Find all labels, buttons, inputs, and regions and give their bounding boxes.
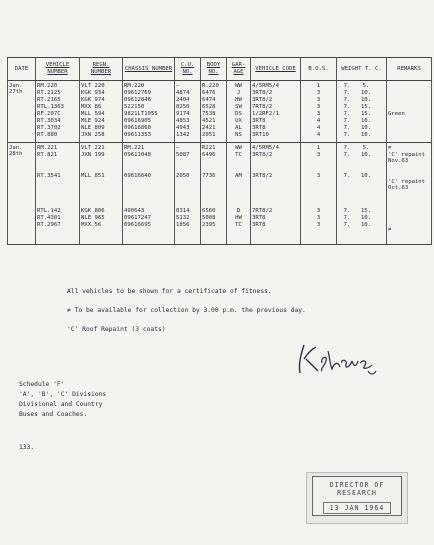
body-value: R.220 [202,83,219,89]
garage-value: AM [235,173,242,179]
weight-value [338,97,385,104]
weight-value [338,83,385,90]
weight-tons: 7. [343,208,351,214]
row-spacer [388,206,430,220]
regn-value: MLL 594 [81,111,105,117]
body-cell [201,81,227,143]
weight-cwt: 10. [360,97,372,103]
remarks-value [388,132,428,139]
bos-value: 3 [316,173,321,179]
chassis-value: 522150 [124,104,145,110]
regn-value: MXX 86 [81,104,102,110]
cu-value: 4853 [176,118,190,124]
chassis-cell [123,81,175,143]
weight-cell [337,143,387,245]
remarks-value: Green [388,111,405,117]
cu-value: 5132 [176,215,190,221]
col-header-remarks: REMARKS [387,58,432,81]
weight-tons: 7. [343,90,351,96]
row-spacer [338,159,385,173]
stamp-date: 13 JAN 1964 [323,502,392,514]
code-value: 3RT8/2 [252,97,273,103]
row-spacer [252,194,299,208]
table-header [8,58,432,81]
remarks-value: ≠ [388,145,392,151]
bos-value: 4 [316,118,321,124]
weight-tons: 7. [343,104,351,110]
cu-value: 4943 [176,125,190,131]
remarks-value [388,83,428,90]
weight-cwt: 10. [360,118,372,124]
chassis-value: 490643 [124,208,145,214]
row-spacer [124,180,173,194]
weight-value [338,173,385,180]
table-body [8,81,432,245]
garage-value: DS [235,111,242,117]
weight-cwt: 10. [360,173,372,179]
body-value: 2421 [202,125,216,131]
remarks-value: 'C' repaint Nov.63 [388,152,426,165]
row-spacer [81,194,121,208]
cu-value: 8314 [176,208,190,214]
regn-value: VLT 220 [81,83,105,89]
row-spacer [176,194,199,208]
vehicle-value: RT.3702 [37,125,61,131]
weight-cwt: 10. [360,215,372,221]
code-value: 3RT8 [252,222,266,228]
certificate-note: All vehicles to be shown for a certificate of fitness. [67,288,272,295]
chassis-value: 09616905 [124,118,151,124]
date-cell: Jan. 27th [8,81,36,143]
vehicle-value: RTL.1363 [37,104,64,110]
row-spacer [228,159,249,173]
chassis-cell [123,143,175,245]
garage-value: TC [235,222,242,228]
weight-value [338,152,385,159]
weight-tons: 7. [343,222,351,228]
stamp-line-1: DIRECTOR OF [329,481,385,489]
bos-value: 3 [316,97,321,103]
table-row [8,81,432,143]
bos-value: 1 [316,145,321,151]
weight-value [338,132,385,139]
body-value: 7538 [202,111,216,117]
garage-value: WW [235,83,242,89]
cu-value: 2404 [176,97,190,103]
vehicle-value: RM.221 [37,145,58,151]
remarks-value [388,125,428,132]
code-cell [251,143,301,245]
remarks-value [388,234,428,241]
code-value: 3RT10 [252,132,269,138]
row-spacer [37,159,78,173]
vehicle-value: RT.2125 [37,90,61,96]
bos-value: 3 [316,90,321,96]
row-spacer [202,159,225,173]
reference-number: 133. [19,444,35,451]
col-header-chassis: CHASSIS NUMBER [123,58,175,81]
row-spacer [202,180,225,194]
weight-value [338,90,385,97]
weight-cwt: 5. [362,83,370,89]
body-value: 6528 [202,104,216,110]
chassis-value: 09612846 [124,97,151,103]
weight-value [338,145,385,152]
weight-value [338,215,385,222]
regn-value: KGK 934 [81,90,105,96]
row-spacer [302,180,335,194]
weight-value [338,125,385,132]
row-spacer [338,194,385,208]
garage-value: SW [235,104,242,110]
weight-value [338,111,385,118]
vehicle-cell [36,81,80,143]
weight-cwt: 15. [360,104,372,110]
stamp-line-2: RESEARCH [337,489,377,497]
cu-value: 1342 [176,132,190,138]
weight-tons: 7. [343,83,351,89]
body-value: 2051 [202,132,216,138]
regn-value: VLT 221 [81,145,105,151]
weight-tons: 7. [343,132,351,138]
bos-value: 3 [316,215,321,221]
remarks-cell [387,81,432,143]
table-row [8,143,432,245]
bos-value: 4 [316,132,321,138]
body-value: R221 [202,145,216,151]
weight-value [338,222,385,229]
cu-value: 2050 [176,173,190,179]
body-value: 6474 [202,97,216,103]
body-value: 6476 [202,90,216,96]
cu-cell [175,81,201,143]
bos-cell [301,143,337,245]
chassis-value: 09611353 [124,132,151,138]
regn-value: MLL 851 [81,173,105,179]
garage-cell [227,81,251,143]
weight-value [338,104,385,111]
col-header-code: VEHICLE CODE [251,58,301,81]
chassis-value: 9821LT1055 [124,111,158,117]
garage-value: J [236,90,241,96]
weight-value [338,118,385,125]
code-value: 1/2RF2/1 [252,111,279,117]
collection-note: ≠ To be available for collection by 3.00 p.m. the previous day. [67,307,306,314]
col-header-vehicle: VEHICLE NUMBER [36,58,80,81]
weight-cwt: 10. [360,152,372,158]
weight-tons: 7. [343,215,351,221]
schedule-line-4: Buses and Coaches. [19,411,88,418]
chassis-value: 09616695 [124,222,151,228]
row-spacer [202,194,225,208]
regn-value: JXN 258 [81,132,105,138]
weight-cwt: 10. [360,222,372,228]
body-value: 7736 [202,173,216,179]
code-value: 3RT8 [252,215,266,221]
weight-cwt: 15. [360,208,372,214]
weight-tons: 7. [343,173,351,179]
regn-value: KGK 974 [81,97,105,103]
bos-value: 4 [316,125,321,131]
weight-cwt: 10. [360,132,372,138]
regn-value: JXN 199 [81,152,105,158]
body-value: 4521 [202,118,216,124]
vehicle-value: RT.3034 [37,118,61,124]
col-header-bos: B.O.S. [301,58,337,81]
code-value: 4/5RM5/4 [252,83,279,89]
regn-value: NLE 809 [81,125,105,131]
code-value: 3RT8/2 [252,90,273,96]
garage-value: TC [235,152,242,158]
weight-cwt: 10. [360,125,372,131]
chassis-value: 09612769 [124,90,151,96]
regn-value: MXX 56 [81,222,102,228]
garage-cell [227,143,251,245]
code-value: 3RT8/2 [252,173,273,179]
body-value: 6560 [202,208,216,214]
col-header-weight: WEIGHT T. C. [337,58,387,81]
weight-cell [337,81,387,143]
chassis-value: RM.221 [124,145,145,151]
weight-cwt: 5. [362,145,370,151]
cu-value: 4874 [176,90,190,96]
row-spacer [37,194,78,208]
chassis-value: 09616860 [124,125,151,131]
row-spacer [252,180,299,194]
row-spacer [388,165,430,179]
row-spacer [388,192,430,206]
signature [290,333,380,383]
row-spacer [81,180,121,194]
weight-tons: 7. [343,97,351,103]
bos-value: 3 [316,222,321,228]
cu-value: 1856 [176,222,190,228]
row-spacer [302,159,335,173]
row-spacer [302,194,335,208]
schedule-line-1: Schedule 'F' [19,381,65,388]
vehicle-value: RTL.142 [37,208,61,214]
col-header-body: BODY NO. [201,58,227,81]
bos-value: 3 [316,111,321,117]
row-spacer [228,194,249,208]
garage-value: NS [235,132,242,138]
cu-value: 9174 [176,111,190,117]
vehicle-value: RT.2967 [37,222,61,228]
code-value: 3RT8 [252,118,266,124]
remarks-value: 'C' repaint Oct.63 [388,178,426,192]
row-spacer [176,180,199,194]
code-value: 3RT8 [252,125,266,131]
chassis-value: 09617247 [124,215,151,221]
bos-cell [301,81,337,143]
code-value: 4/5RM5/4 [252,145,279,151]
regn-cell [80,81,123,143]
weight-tons: 7. [343,152,351,158]
row-spacer [176,159,199,173]
chassis-value: RM.220 [124,83,145,89]
row-spacer [252,159,299,173]
code-value: 7RT8/2 [252,104,273,110]
chassis-value: 09616640 [124,173,151,179]
row-spacer [228,180,249,194]
cu-value: 8250 [176,104,190,110]
body-value: 2395 [202,222,216,228]
weight-cwt: 15. [360,111,372,117]
garage-value: AL [235,125,242,131]
weight-tons: 7. [343,118,351,124]
cu-cell [175,143,201,245]
vehicle-value: RT.880 [37,132,58,138]
vehicle-value: RM.220 [37,83,58,89]
vehicle-value: RT.821 [37,152,58,158]
garage-value: HW [235,97,242,103]
weight-tons: 7. [343,111,351,117]
cu-value: – [176,83,180,89]
remarks-value [388,90,428,97]
received-stamp [312,476,402,516]
vehicle-value: RT.3541 [37,173,61,179]
chassis-value: 09611048 [124,152,151,158]
row-spacer [124,194,173,208]
remarks-value: ≠ [388,226,392,233]
remarks-value [388,104,428,111]
regn-value: KGK 806 [81,208,105,214]
schedule-line-2: 'A', 'B', 'C' Divisions [19,391,107,398]
garage-value: WW [235,145,242,151]
body-value: 5008 [202,215,216,221]
regn-value: MLE 924 [81,118,105,124]
vehicle-value: RT.4301 [37,215,61,221]
col-header-regn: REGN. NUMBER [80,58,123,81]
roof-repaint-note: 'C' Roof Repaint (3 coats) [67,326,166,333]
regn-cell [80,143,123,245]
code-value: 7RT8/2 [252,208,273,214]
weight-tons: 7. [343,145,351,151]
remarks-value [388,220,428,227]
cu-value: – [176,145,180,151]
vehicle-cell [36,143,80,245]
col-header-garage: GAR- AGE [227,58,251,81]
row-spacer [81,159,121,173]
code-cell [251,81,301,143]
garage-value: HW [235,215,242,221]
body-value: 6496 [202,152,216,158]
date-cell: Jan. 28th [8,143,36,245]
code-value: 3RT8/2 [252,152,273,158]
remarks-value [388,118,428,125]
col-header-cu: C.U. NO. [175,58,201,81]
cu-value: 5087 [176,152,190,158]
remarks-cell [387,143,432,245]
bos-value: 1 [316,83,321,89]
weight-value [338,208,385,215]
row-spacer [338,180,385,194]
vehicle-value: RF.207C [37,111,61,117]
vehicle-schedule-table [7,57,432,245]
row-spacer [124,159,173,173]
bos-value: 3 [316,208,321,214]
body-cell [201,143,227,245]
weight-tons: 7. [343,125,351,131]
regn-value: NLE 965 [81,215,105,221]
bos-value: 3 [316,152,321,158]
bos-value: 3 [316,104,321,110]
row-spacer [37,180,78,194]
vehicle-value: RT.2165 [37,97,61,103]
garage-value: UX [235,118,242,124]
col-header-date: DATE [8,58,36,81]
remarks-value [388,97,428,104]
garage-value: D [236,208,241,214]
schedule-line-3: Divisional and Country [19,401,103,408]
weight-cwt: 10. [360,90,372,96]
